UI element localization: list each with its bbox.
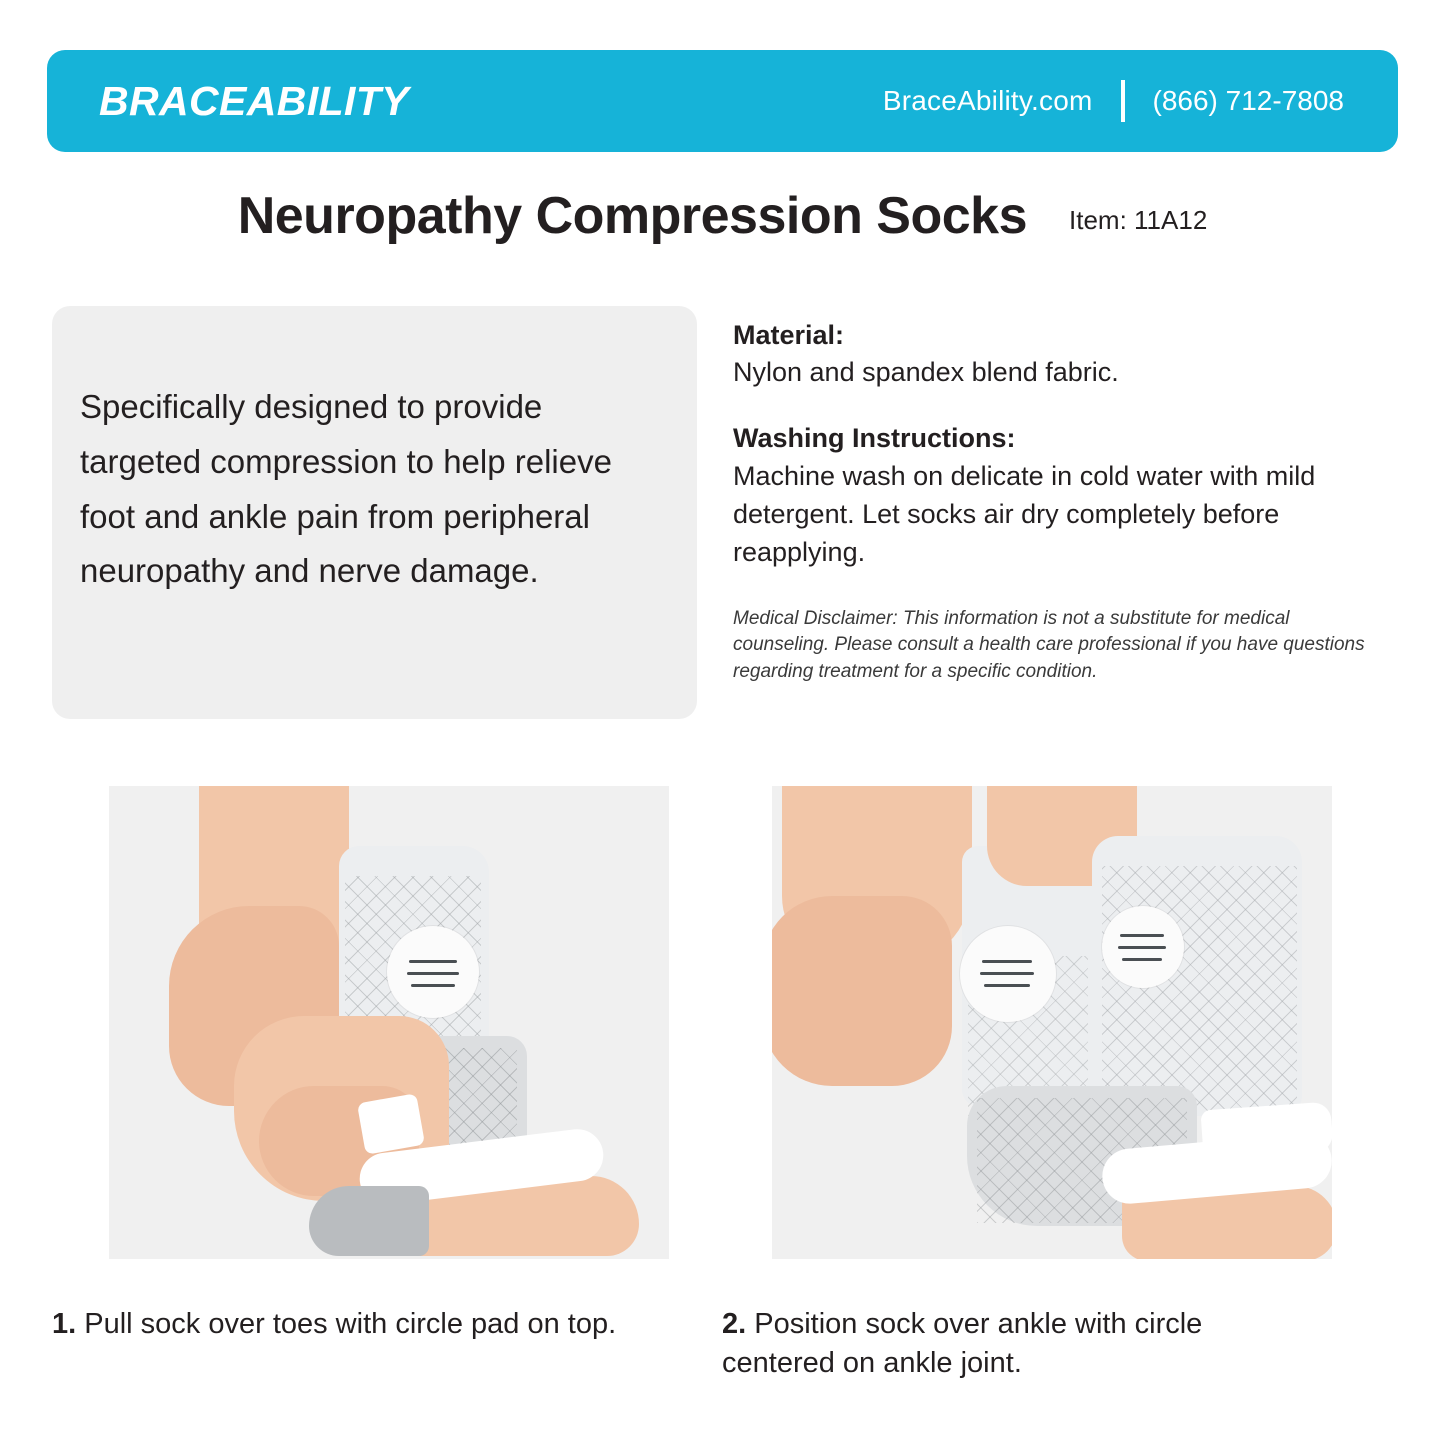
material-text: Nylon and spandex blend fabric.: [733, 357, 1119, 388]
sock-sole-shadow: [309, 1186, 429, 1256]
step-2-text: Position sock over ankle with circle centered on ankle joint.: [722, 1308, 1203, 1380]
step-1-text: Pull sock over toes with circle pad on top.: [76, 1308, 617, 1340]
item-number: Item: 11A12: [1069, 205, 1208, 235]
hand-shape: [772, 896, 952, 1086]
step-2-image: [772, 786, 1332, 1259]
circle-pad-right: [1102, 906, 1184, 988]
description-text: Specifically designed to provide targeted compression to help relieve foot and ankle pain from peripheral neuropathy and nerve damage.: [80, 388, 612, 590]
title-row: [0, 186, 1445, 246]
page-title: Neuropathy Compression Socks: [237, 187, 1028, 245]
step-2-number: 2.: [722, 1308, 747, 1340]
washing-heading: Washing Instructions:: [733, 423, 1016, 454]
circle-pad-back: [387, 926, 479, 1018]
logo-brace: BRACE: [99, 77, 247, 124]
header-contact: [883, 80, 1344, 122]
phone-number[interactable]: (866) 712-7808: [1152, 85, 1344, 116]
brand-header: [47, 50, 1398, 152]
braceability-logo: [99, 78, 409, 125]
website-link[interactable]: BraceAbility.com: [882, 85, 1093, 116]
sock-mesh-front: [1102, 866, 1297, 1116]
step-1-caption: [52, 1305, 652, 1344]
washing-block: [733, 421, 1393, 571]
step-1-image: [109, 786, 669, 1259]
description-card: [52, 306, 697, 719]
logo-ability: ABILITY: [246, 77, 410, 124]
sock-top-band: [1200, 1102, 1332, 1161]
material-heading: Material:: [733, 320, 845, 350]
washing-text: Machine wash on delicate in cold water with mild detergent. Let socks air dry completely before reapplying.: [733, 460, 1316, 568]
step-2-caption: [722, 1305, 1322, 1383]
info-column: [733, 318, 1393, 686]
circle-pad-left: [960, 926, 1056, 1022]
step-1-number: 1.: [52, 1308, 77, 1340]
material-block: [733, 318, 1393, 391]
medical-disclaimer: Medical Disclaimer: This information is not a substitute for medical counseling. Please consult a health care professional if you have questions regarding treatment for a specific condition.: [733, 607, 1365, 683]
vertical-divider: [1121, 80, 1125, 122]
sock-tab: [357, 1093, 425, 1155]
